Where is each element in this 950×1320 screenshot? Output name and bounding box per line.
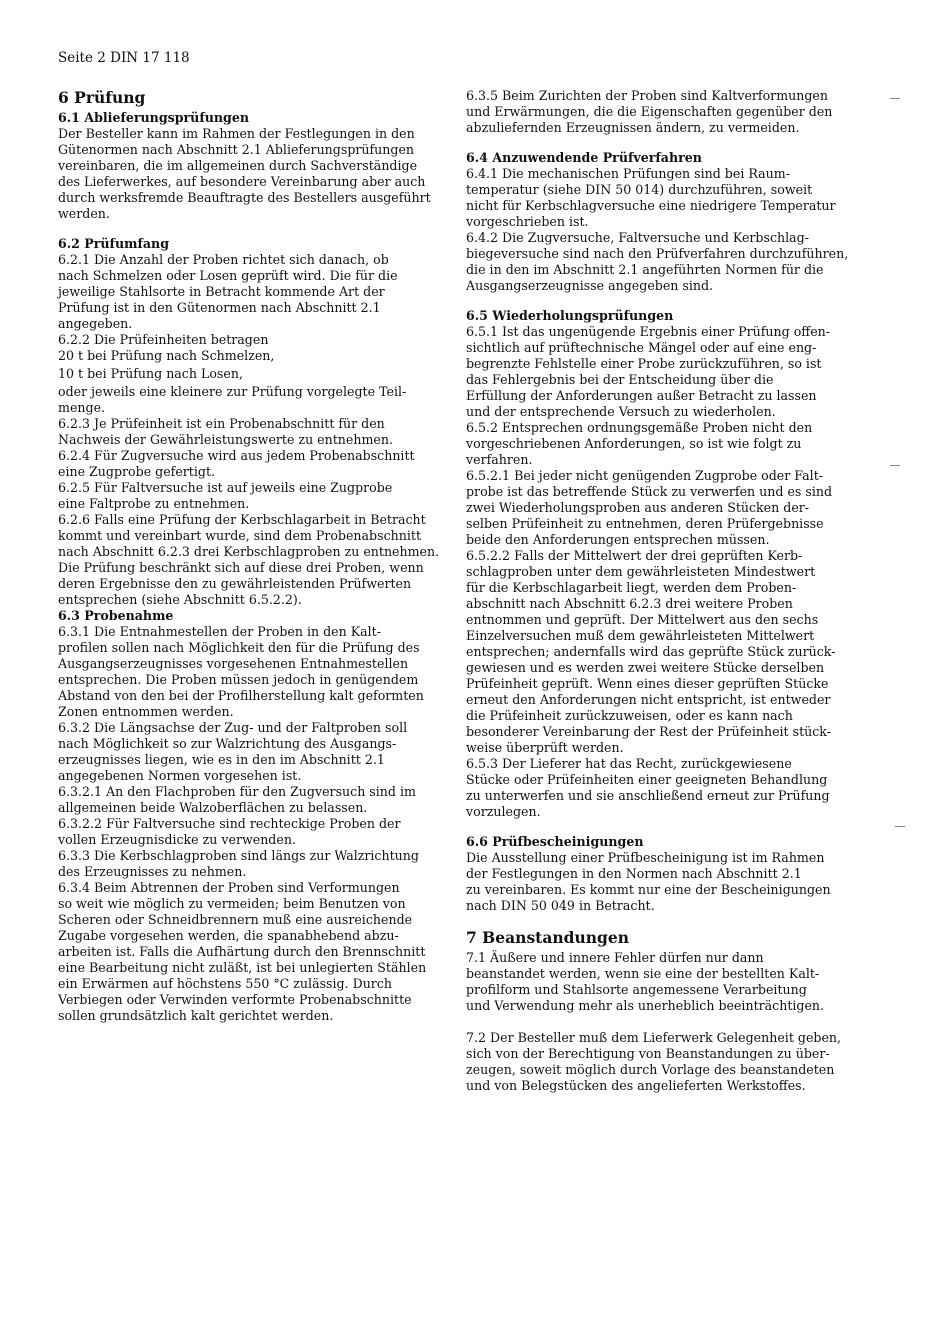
text-line: Gütenormen nach Abschnitt 2.1 Ablieferungsprüfungen [58,142,415,157]
text-line: nach Abschnitt 6.2.3 drei Kerbschlagproben zu entnehmen. [58,544,440,559]
text-line: entsprechen. Die Proben müssen jedoch in genügendem [58,672,419,687]
page-header: Seite 2 DIN 17 118 [58,50,190,66]
text-line: sollen grundsätzlich kalt gerichtet werden. [58,1008,334,1023]
paragraph [466,468,850,548]
text-line: erzeugnisses liegen, wie es in den im Abschnitt 2.1 [58,752,385,767]
paragraph [58,512,442,608]
text-line: beanstandet werden, wenn sie eine der bestellten Kalt- [466,966,820,981]
text-line: Einzelversuchen muß dem gewährleisteten Mittelwert [466,628,815,643]
text-line: 6.3.3 Die Kerbschlagproben sind längs zur Walzrichtung [58,848,419,863]
text-line: Die Prüfung beschränkt sich auf diese drei Proben, wenn [58,560,424,575]
text-line: vorgeschrieben ist. [466,214,589,229]
text-line: Zonen entnommen werden. [58,704,234,719]
text-line: die in den im Abschnitt 2.1 angeführten Normen für die [466,262,824,277]
paragraph [466,166,850,230]
text-line: Nachweis der Gewährleistungswerte zu entnehmen. [58,432,393,447]
text-line: entnommen und geprüft. Der Mittelwert aus den sechs [466,612,819,627]
text-line: 6.5.1 Ist das ungenügende Ergebnis einer Prüfung offen- [466,324,831,339]
subsection-heading: 6.5 Wiederholungsprüfungen [466,308,674,323]
text-line: nach DIN 50 049 in Betracht. [466,898,655,913]
text-line: vorzulegen. [466,804,541,819]
text-line: zu unterwerfen und sie anschließend erneut zur Prüfung [466,788,830,803]
text-line: 6.5.2.1 Bei jeder nicht genügenden Zugprobe oder Falt- [466,468,824,483]
paragraph [58,784,442,816]
paragraph [466,548,850,756]
text-line: vereinbaren, die im allgemeinen durch Sachverständige [58,158,418,173]
paragraph [466,88,850,136]
text-line: entsprechen; andernfalls wird das geprüfte Stück zurück- [466,644,836,659]
paragraph [58,624,442,720]
text-line: vorgeschriebenen Anforderungen, so ist wie folgt zu [466,436,802,451]
margin-mark [890,465,900,466]
left-column [58,88,442,1024]
section-heading: 7 Beanstandungen [466,928,629,947]
text-line: nicht für Kerbschlagversuche eine niedrigere Temperatur [466,198,836,213]
text-line: zeugen, soweit möglich durch Vorlage des beanstandeten [466,1062,835,1077]
text-line: weise überprüft werden. [466,740,624,755]
text-line: 6.4.2 Die Zugversuche, Faltversuche und Kerbschlag- [466,230,809,245]
paragraph [58,480,442,512]
text-line: 7.1 Äußere und innere Fehler dürfen nur dann [466,950,764,965]
text-line: abzuliefernden Erzeugnissen ändern, zu vermeiden. [466,120,800,135]
text-line: 6.4.1 Die mechanischen Prüfungen sind bei Raum- [466,166,790,181]
text-line: schlagproben unter dem gewährleisteten Mindestwert [466,564,816,579]
text-line: 6.3.2.2 Für Faltversuche sind rechteckige Proben der [58,816,401,831]
text-line: erneut den Anforderungen nicht entspricht, ist entweder [466,692,831,707]
text-line: 7.2 Der Besteller muß dem Lieferwerk Gelegenheit geben, [466,1030,842,1045]
text-line: nach Möglichkeit so zur Walzrichtung des Ausgangs- [58,736,397,751]
paragraph [58,384,442,416]
paragraph [466,324,850,420]
text-line: sich von der Berechtigung von Beanstandungen zu über- [466,1046,830,1061]
text-line: 6.3.1 Die Entnahmestellen der Proben in den Kalt- [58,624,381,639]
text-line: Scheren oder Schneidbrennern muß eine ausreichende [58,912,413,927]
text-line: temperatur (siehe DIN 50 014) durchzuführen, soweit [466,182,813,197]
subsection-heading: 6.2 Prüfumfang [58,236,169,251]
text-line: abschnitt nach Abschnitt 6.2.3 drei weitere Proben [466,596,793,611]
text-line: 6.3.4 Beim Abtrennen der Proben sind Verformungen [58,880,400,895]
text-line: biegeversuche sind nach den Prüfverfahren durchzuführen, [466,246,849,261]
text-line: eine Faltprobe zu entnehmen. [58,496,250,511]
text-line: 6.5.2 Entsprechen ordnungsgemäße Proben nicht den [466,420,813,435]
text-line: vollen Erzeugnisdicke zu verwenden. [58,832,296,847]
text-line: entsprechen (siehe Abschnitt 6.5.2.2). [58,592,302,607]
text-line: nach Schmelzen oder Losen geprüft wird. Die für die [58,268,398,283]
text-line: 6.5.2.2 Falls der Mittelwert der drei geprüften Kerb- [466,548,803,563]
text-line: besonderer Vereinbarung der Rest der Prüfeinheit stück- [466,724,831,739]
text-line: die Prüfeinheit zurückzuweisen, oder es kann nach [466,708,793,723]
text-line: kommt und vereinbart wurde, sind dem Probenabschnitt [58,528,421,543]
paragraph [58,448,442,480]
text-line: deren Ergebnisse den zu gewährleistenden Prüfwerten [58,576,412,591]
paragraph [58,366,442,382]
text-line: und von Belegstücken des angelieferten Werkstoffes. [466,1078,806,1093]
text-line: 6.2.4 Für Zugversuche wird aus jedem Probenabschnitt [58,448,415,463]
text-line: 6.2.1 Die Anzahl der Proben richtet sich danach, ob [58,252,389,267]
text-line: Ausgangserzeugnisse angegeben sind. [466,278,714,293]
text-line: 6.2.2 Die Prüfeinheiten betragen [58,332,269,347]
text-line: ein Erwärmen auf höchstens 550 °C zulässig. Durch [58,976,392,991]
text-line: Prüfung ist in den Gütenormen nach Abschnitt 2.1 [58,300,381,315]
paragraph [58,252,442,332]
text-line: Die Ausstellung einer Prüfbescheinigung ist im Rahmen [466,850,825,865]
text-line: 10 t bei Prüfung nach Losen, [58,366,243,381]
subsection-heading: 6.1 Ablieferungsprüfungen [58,110,250,125]
text-line: 6.2.6 Falls eine Prüfung der Kerbschlagarbeit in Betracht [58,512,426,527]
text-line: jeweilige Stahlsorte in Betracht kommende Art der [58,284,385,299]
text-line: oder jeweils eine kleinere zur Prüfung vorgelegte Teil- [58,384,407,399]
text-line: profilen sollen nach Möglichkeit den für die Prüfung des [58,640,420,655]
paragraph [58,720,442,784]
paragraph [466,950,850,1014]
text-line: zu vereinbaren. Es kommt nur eine der Bescheinigungen [466,882,831,897]
text-line: zwei Wiederholungsproben aus anderen Stücken der- [466,500,810,515]
section-heading: 6 Prüfung [58,88,146,107]
text-line: angegebenen Normen vorgesehen ist. [58,768,302,783]
text-line: Zugabe vorgesehen werden, die spanabhebend abzu- [58,928,399,943]
text-line: Stücke oder Prüfeinheiten einer geeigneten Behandlung [466,772,828,787]
paragraph [58,126,442,222]
paragraph [58,880,442,1024]
text-line: probe ist das betreffende Stück zu verwerfen und es sind [466,484,833,499]
text-line: arbeiten ist. Falls die Aufhärtung durch den Brennschnitt [58,944,426,959]
text-line: allgemeinen beide Walzoberflächen zu belassen. [58,800,368,815]
text-line: gewiesen und es werden zwei weitere Stücke derselben [466,660,825,675]
text-line: des Erzeugnisses zu nehmen. [58,864,247,879]
paragraph [58,816,442,848]
paragraph [466,756,850,820]
text-line: menge. [58,400,106,415]
text-line: Verbiegen oder Verwinden verformte Probenabschnitte [58,992,412,1007]
paragraph [58,348,442,364]
text-line: 6.5.3 Der Lieferer hat das Recht, zurückgewiesene [466,756,792,771]
text-line: und der entsprechende Versuch zu wiederholen. [466,404,776,419]
subsection-heading: 6.3 Probenahme [58,608,174,623]
text-line: Ausgangserzeugnisses vorgesehenen Entnahmestellen [58,656,409,671]
text-line: selben Prüfeinheit zu entnehmen, deren Prüfergebnisse [466,516,824,531]
paragraph [466,230,850,294]
text-line: 6.3.2.1 An den Flachproben für den Zugversuch sind im [58,784,416,799]
text-line: 6.3.2 Die Längsachse der Zug- und der Faltproben soll [58,720,408,735]
margin-mark [895,826,905,827]
text-line: Der Besteller kann im Rahmen der Festlegungen in den [58,126,415,141]
text-line: und Erwärmungen, die die Eigenschaften gegenüber den [466,104,833,119]
paragraph [58,332,442,348]
subsection-heading: 6.4 Anzuwendende Prüfverfahren [466,150,702,165]
text-line: durch werksfremde Beauftragte des Bestellers ausgeführt [58,190,431,205]
text-line: Prüfeinheit geprüft. Wenn eines dieser geprüften Stücke [466,676,829,691]
text-line: das Fehlergebnis bei der Entscheidung über die [466,372,774,387]
text-line: Erfüllung der Anforderungen außer Betracht zu lassen [466,388,817,403]
text-line: der Festlegungen in den Normen nach Abschnitt 2.1 [466,866,802,881]
margin-mark [890,98,900,99]
paragraph [466,850,850,914]
paragraph [466,1030,850,1094]
text-line: verfahren. [466,452,533,467]
text-line: werden. [58,206,110,221]
text-line: 6.2.5 Für Faltversuche ist auf jeweils eine Zugprobe [58,480,393,495]
text-line: 6.2.3 Je Prüfeinheit ist ein Probenabschnitt für den [58,416,385,431]
text-line: und Verwendung mehr als unerheblich beeinträchtigen. [466,998,825,1013]
right-column [466,88,850,1094]
text-line: angegeben. [58,316,133,331]
text-line: eine Zugprobe gefertigt. [58,464,216,479]
text-line: 6.3.5 Beim Zurichten der Proben sind Kaltverformungen [466,88,828,103]
paragraph [58,848,442,880]
subsection-heading: 6.6 Prüfbescheinigungen [466,834,644,849]
text-line: so weit wie möglich zu vermeiden; beim Benutzen von [58,896,406,911]
text-line: Abstand von den bei der Profilherstellung kalt geformten [58,688,424,703]
text-line: 20 t bei Prüfung nach Schmelzen, [58,348,275,363]
text-line: für die Kerbschlagarbeit liegt, werden dem Proben- [466,580,797,595]
text-line: eine Bearbeitung nicht zuläßt, ist bei unlegierten Stählen [58,960,427,975]
paragraph [466,420,850,468]
text-line: profilform und Stahlsorte angemessene Verarbeitung [466,982,807,997]
paragraph [58,416,442,448]
text-line: beide den Anforderungen entsprechen müssen. [466,532,770,547]
text-line: des Lieferwerkes, auf besondere Vereinbarung aber auch [58,174,426,189]
text-line: begrenzte Fehlstelle einer Probe zurückzuführen, so ist [466,356,822,371]
text-line: sichtlich auf prüftechnische Mängel oder auf eine eng- [466,340,817,355]
